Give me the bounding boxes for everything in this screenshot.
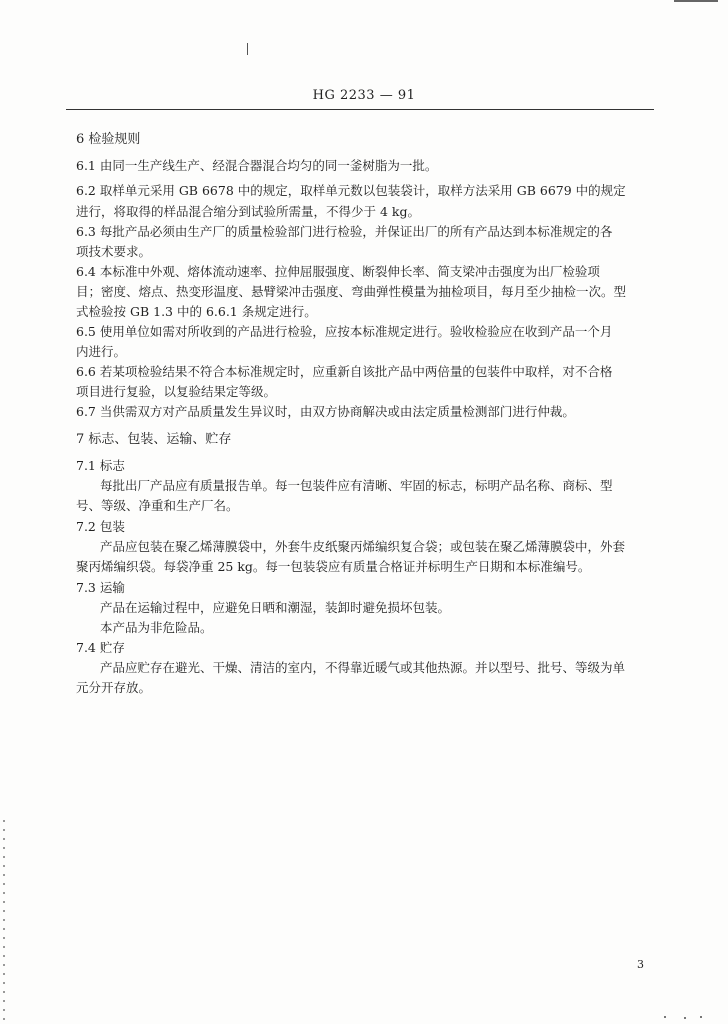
scan-tick-mark [247, 43, 248, 55]
clause-6-6-line2: 项目进行复验，以复验结果定等级。 [76, 384, 277, 399]
page-number: 3 [637, 958, 644, 971]
section-7-title: 7 标志、包装、运输、贮存 [76, 432, 232, 447]
section-6-title: 6 检验规则 [76, 132, 141, 147]
clause-7-2-title: 7.2 包装 [76, 519, 125, 534]
clause-6-2-line2: 进行，将取得的样品混合缩分到试验所需量，不得少于 4 kg。 [76, 204, 420, 219]
clause-7-2-line1: 产品应包装在聚乙烯薄膜袋中，外套牛皮纸聚丙烯编织复合袋；或包装在聚乙烯薄膜袋中，外套 [100, 539, 626, 554]
clause-6-5-line1: 6.5 使用单位如需对所收到的产品进行检验，应按本标准规定进行。验收检验应在收到产品一个月 [76, 324, 613, 339]
clause-6-4-line1: 6.4 本标准中外观、熔体流动速率、拉伸屈服强度、断裂伸长率、简支梁冲击强度为出厂检验项 [76, 264, 600, 279]
clause-6-5-line2: 内进行。 [76, 344, 127, 359]
clause-7-1-line1: 每批出厂产品应有质量报告单。每一包装件应有清晰、牢固的标志，标明产品名称、商标、型 [100, 478, 613, 493]
standard-code-header: HG 2233 — 91 [312, 88, 416, 103]
clause-7-3-line2: 本产品为非危险品。 [100, 620, 213, 635]
scan-edge-noise [3, 820, 5, 1020]
clause-7-4-line1: 产品应贮存在避光、干燥、清洁的室内，不得靠近暖气或其他热源。并以型号、批号、等级为单 [100, 660, 626, 675]
clause-6-7: 6.7 当供需双方对产品质量发生异议时，由双方协商解决或由法定质量检测部门进行仲裁。 [76, 404, 575, 419]
scan-speck [664, 1016, 666, 1018]
scan-speck [700, 1016, 702, 1018]
clause-6-1: 6.1 由同一生产线生产、经混合器混合均匀的同一釜树脂为一批。 [76, 158, 438, 173]
clause-7-4-title: 7.4 贮存 [76, 640, 125, 655]
clause-6-6-line1: 6.6 若某项检验结果不符合本标准规定时，应重新自该批产品中两倍量的包装件中取样，对不合格 [76, 364, 613, 379]
clause-6-3-line2: 项技术要求。 [76, 244, 152, 259]
clause-7-3-line1: 产品在运输过程中，应避免日晒和潮湿，装卸时避免损坏包装。 [100, 600, 451, 615]
clause-6-3-line1: 6.3 每批产品必须由生产厂的质量检验部门进行检验，并保证出厂的所有产品达到本标准规定的各 [76, 224, 613, 239]
clause-7-4-line2: 元分开存放。 [76, 680, 152, 695]
clause-6-4-line2: 目；密度、熔点、热变形温度、悬臂梁冲击强度、弯曲弹性模量为抽检项目，每月至少抽检一次。型 [76, 284, 627, 299]
header-rule [66, 109, 654, 110]
scan-speck [684, 1017, 686, 1019]
clause-7-1-title: 7.1 标志 [76, 458, 125, 473]
clause-6-4-line3: 式检验按 GB 1.3 中的 6.6.1 条规定进行。 [76, 304, 317, 319]
clause-7-2-line2: 聚丙烯编织袋。每袋净重 25 kg。每一包装袋应有质量合格证并标明生产日期和本标准编号。 [76, 559, 591, 574]
clause-7-1-line2: 号、等级、净重和生产厂名。 [76, 498, 239, 513]
scan-corner-mark [674, 0, 718, 2]
clause-7-3-title: 7.3 运输 [76, 580, 125, 595]
clause-6-2-line1: 6.2 取样单元采用 GB 6678 中的规定，取样单元数以包装袋计，取样方法采用 GB 6679 中的规定 [76, 183, 626, 198]
